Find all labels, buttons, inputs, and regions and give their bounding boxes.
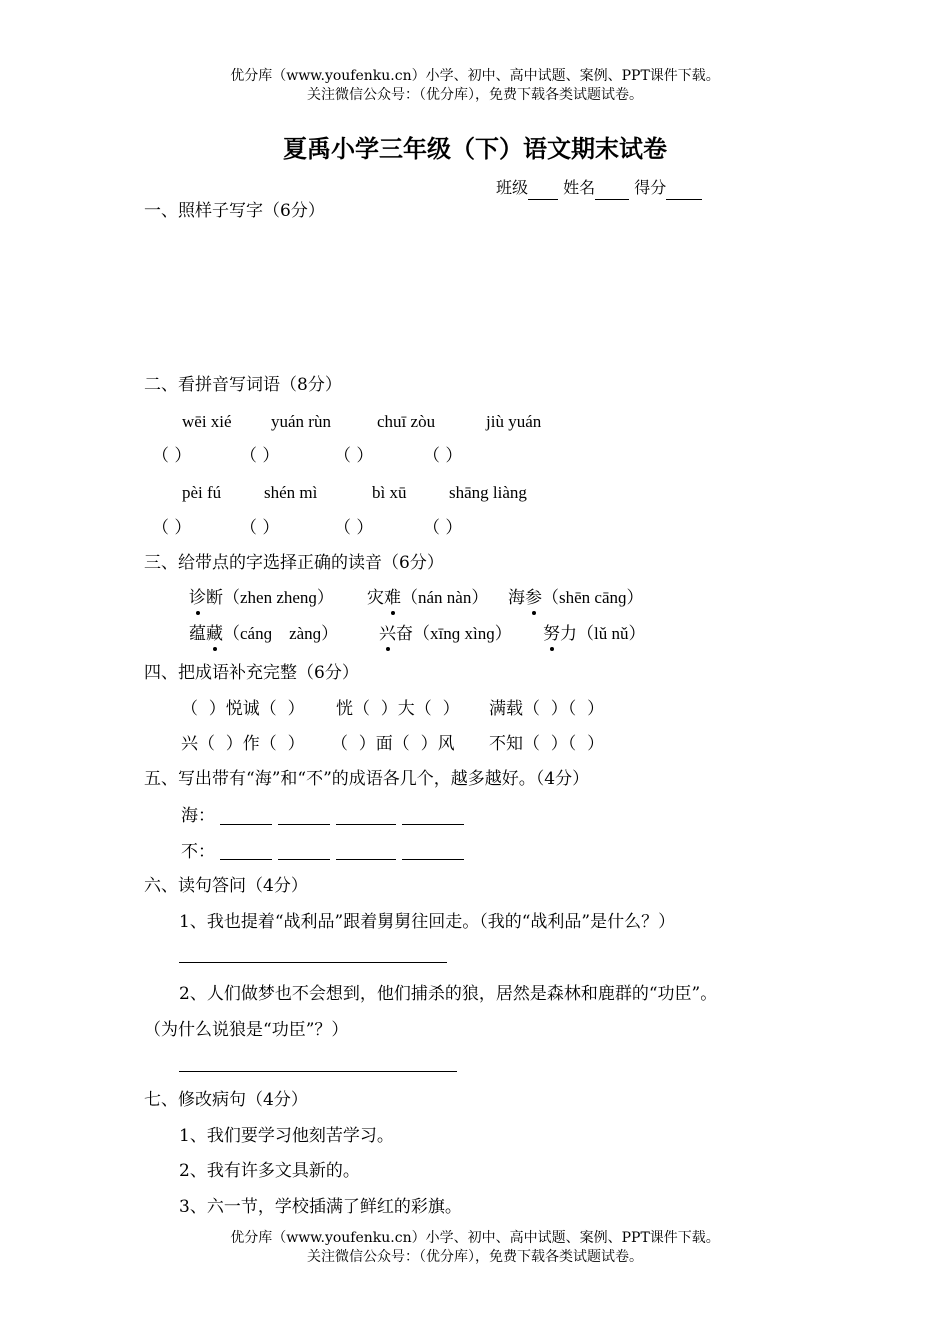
answer-paren-1-4[interactable]: （ ）: [423, 446, 463, 466]
class-label: 班级: [496, 178, 529, 197]
pinyin-choices[interactable]: （zhen zhenɡ）: [223, 588, 334, 607]
reading-item-2: 灾难 （nán nàn）: [367, 586, 488, 610]
pinyin-choices[interactable]: （xīnɡ xìnɡ）: [413, 624, 512, 643]
pinyin-1-4: jiù yuán: [486, 412, 542, 431]
reading-question-1: 1、我也提着“战利品”跟着舅舅往回走。（我的“战利品”是什么？）: [179, 912, 676, 932]
hai-blank-1[interactable]: [220, 824, 272, 825]
idiom-2-3[interactable]: 不知（ ）（ ）: [489, 734, 605, 754]
answer-paren-1-3[interactable]: （ ）: [334, 446, 374, 466]
reading-item-4: 蕴藏 （cánɡ zànɡ）: [189, 622, 338, 646]
dot-mark: [213, 647, 217, 651]
reading-question-2-ask: （为什么说狼是“功臣”？）: [144, 1020, 349, 1040]
hai-blank-4[interactable]: [402, 824, 464, 825]
answer-paren-1-2[interactable]: （ ）: [240, 446, 280, 466]
dot-mark: [386, 647, 390, 651]
dot-mark: [391, 611, 395, 615]
class-blank[interactable]: [528, 181, 558, 200]
bu-label: 不：: [181, 842, 215, 862]
idiom-1-3[interactable]: 满载（ ）（ ）: [489, 699, 605, 719]
bu-blank-1[interactable]: [220, 859, 272, 860]
pinyin-2-2: shén mì: [264, 483, 318, 502]
reading-item-6: 努 力（lǔ nǔ）: [543, 622, 645, 646]
section-5-heading: 五、写出带有“海”和“不”的成语各几个，越多越好。（4分）: [144, 769, 590, 789]
hai-label: 海：: [181, 806, 215, 826]
pinyin-1-3: chuī zòu: [377, 412, 436, 431]
footer-line-2: 关注微信公众号：（优分库），免费下载各类试题试卷。: [307, 1249, 643, 1265]
pinyin-2-1: pèi fú: [182, 483, 222, 502]
dotted-char: 难: [384, 586, 401, 610]
dot-mark: [532, 611, 536, 615]
section-2-heading: 二、看拼音写词语（8分）: [144, 375, 342, 395]
pinyin-1-1: wēi xié: [182, 412, 232, 431]
section-4-heading: 四、把成语补充完整（6分）: [144, 663, 359, 683]
section-3-heading: 三、给带点的字选择正确的读音（6分）: [144, 553, 444, 573]
dotted-char: 兴: [379, 622, 396, 646]
idiom-1-1[interactable]: （ ）悦诚（ ）: [181, 699, 305, 719]
section-1-heading: 一、照样子写字（6分）: [144, 201, 325, 221]
bu-blank-2[interactable]: [278, 859, 330, 860]
score-blank[interactable]: [666, 181, 702, 200]
hai-blank-3[interactable]: [336, 824, 396, 825]
page-title: 夏禹小学三年级（下）语文期末试卷: [283, 134, 667, 163]
answer-paren-2-2[interactable]: （ ）: [240, 518, 280, 538]
pinyin-choices[interactable]: （nán nàn）: [401, 588, 489, 607]
answer-paren-1-1[interactable]: （ ）: [152, 446, 192, 466]
reading-question-2: 2、人们做梦也不会想到，他们捕杀的狼，居然是森林和鹿群的“功臣”。: [179, 984, 718, 1004]
reading-item-3: 海参 （shēn cānɡ）: [508, 586, 644, 610]
answer-paren-2-4[interactable]: （ ）: [423, 518, 463, 538]
dotted-char: 参: [525, 586, 542, 610]
pinyin-choices[interactable]: （lǔ nǔ）: [577, 624, 646, 643]
name-label: 姓名: [563, 178, 596, 197]
bu-blank-3[interactable]: [336, 859, 396, 860]
pinyin-2-4: shāng liàng: [449, 483, 527, 502]
header-line-1: 优分库（www.youfenku.cn）小学、初中、高中试题、案例、PPT课件下载。: [230, 68, 720, 84]
dot-mark: [196, 611, 200, 615]
dot-mark: [550, 647, 554, 651]
answer-paren-2-3[interactable]: （ ）: [334, 518, 374, 538]
score-label: 得分: [634, 178, 667, 197]
name-blank[interactable]: [595, 181, 629, 200]
answer-paren-2-1[interactable]: （ ）: [152, 518, 192, 538]
sentence-item-2: 2、我有许多文具新的。: [179, 1161, 360, 1181]
header-line-2: 关注微信公众号：（优分库），免费下载各类试题试卷。: [307, 87, 643, 103]
pinyin-choices[interactable]: （shēn cānɡ）: [542, 588, 644, 607]
pinyin-2-3: bì xū: [372, 483, 407, 502]
answer-line-q1[interactable]: [179, 962, 447, 963]
section-7-heading: 七、修改病句（4分）: [144, 1090, 308, 1110]
answer-line-q2[interactable]: [179, 1071, 457, 1072]
reading-item-1: 诊 断（zhen zhenɡ）: [189, 586, 334, 610]
dotted-char: 诊: [189, 586, 206, 610]
hai-blank-2[interactable]: [278, 824, 330, 825]
idiom-1-2[interactable]: 恍（ ）大（ ）: [336, 699, 460, 719]
reading-item-5: 兴 奋（xīnɡ xìnɡ）: [379, 622, 512, 646]
sentence-item-3: 3、六一节，学校插满了鲜红的彩旗。: [179, 1197, 462, 1217]
footer-line-1: 优分库（www.youfenku.cn）小学、初中、高中试题、案例、PPT课件下载。: [230, 1230, 720, 1246]
pinyin-choices[interactable]: （cánɡ zànɡ）: [223, 624, 339, 643]
student-info: [496, 176, 702, 200]
dotted-char: 努: [543, 622, 560, 646]
sentence-item-1: 1、我们要学习他刻苦学习。: [179, 1126, 394, 1146]
bu-blank-4[interactable]: [402, 859, 464, 860]
idiom-2-1[interactable]: 兴（ ）作（ ）: [181, 734, 305, 754]
idiom-2-2[interactable]: （ ）面（ ）风: [331, 734, 455, 754]
dotted-char: 藏: [206, 622, 223, 646]
section-6-heading: 六、读句答问（4分）: [144, 876, 308, 896]
pinyin-1-2: yuán rùn: [271, 412, 331, 431]
